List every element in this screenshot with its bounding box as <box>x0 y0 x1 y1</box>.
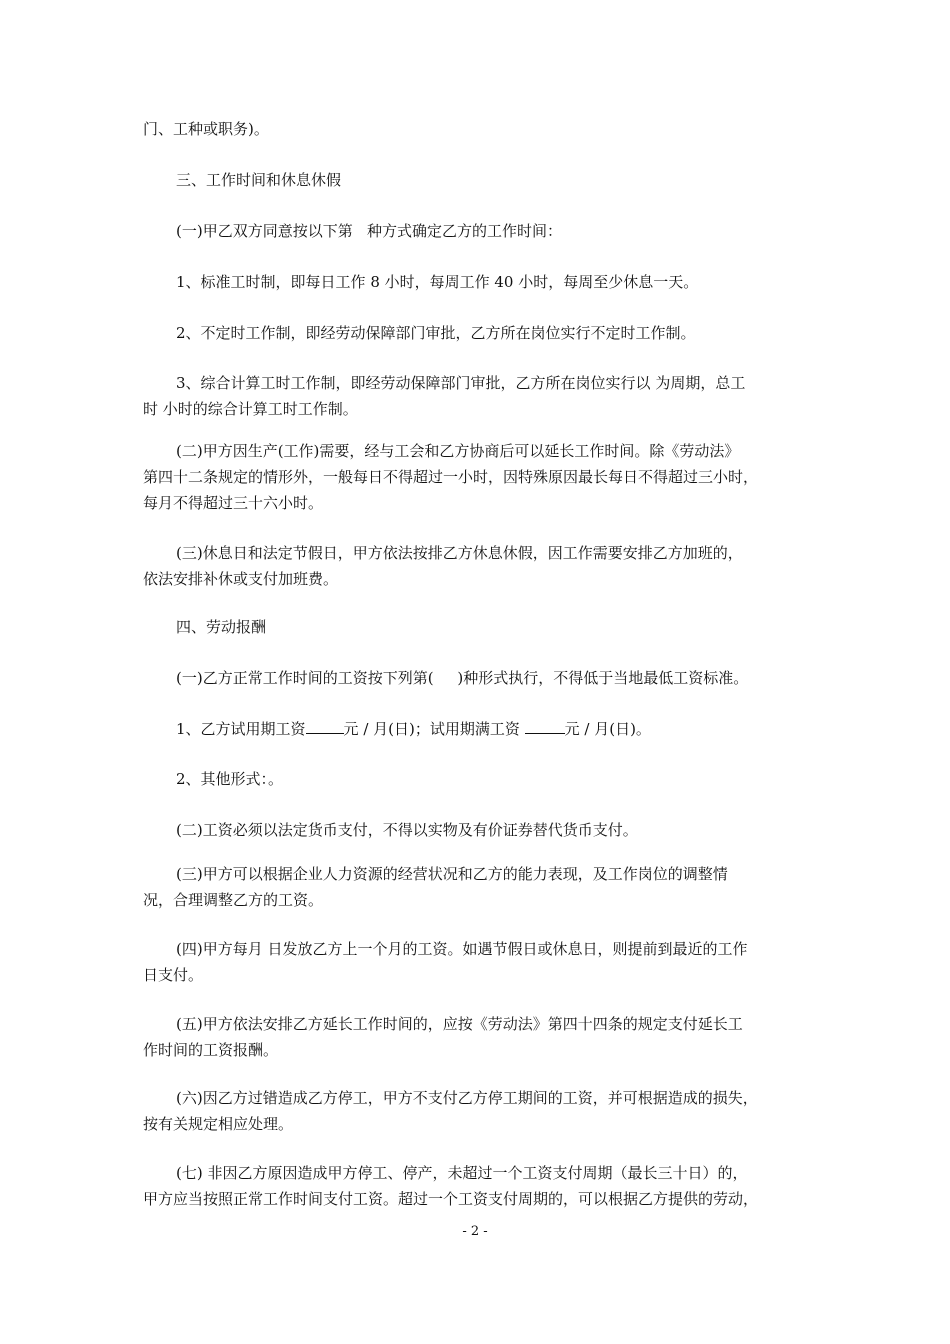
clause-4-3 <box>143 861 808 913</box>
heading-text: 四、劳动报酬 <box>176 618 267 636</box>
section-heading-3 <box>176 167 841 193</box>
clause-4-2 <box>176 817 841 843</box>
clause-4-6 <box>143 1085 808 1137</box>
clause-4-1 <box>176 665 841 691</box>
clause-3-2 <box>143 438 808 516</box>
fill-in-blank <box>525 719 565 734</box>
page-number: - 2 - <box>462 1224 488 1239</box>
paragraph-line: 3、综合计算工时工作制，即经劳动保障部门审批，乙方所在岗位实行以 为周期，总工 <box>176 374 746 392</box>
paragraph-line: 每月不得超过三十六小时。 <box>143 494 324 512</box>
paragraph-text: (二)工资必须以法定货币支付，不得以实物及有价证券替代货币支付。 <box>176 821 638 839</box>
paragraph-line: (六)因乙方过错造成乙方停工，甲方不支付乙方停工期间的工资，并可根据造成的损失， <box>176 1089 758 1107</box>
clause-3-1-item-3 <box>143 370 808 422</box>
paragraph-line: (三)甲方可以根据企业人力资源的经营状况和乙方的能力表现，及工作岗位的调整情 <box>176 865 728 883</box>
paragraph-text: (一)乙方正常工作时间的工资按下列第( )种形式执行，不得低于当地最低工资标准。 <box>176 669 749 687</box>
clause-3-3 <box>143 540 808 592</box>
clause-3-1-item-1 <box>176 269 841 295</box>
paragraph-text: 1、标准工时制，即每日工作 8 小时，每周工作 40 小时，每周至少休息一天。 <box>176 273 699 291</box>
clause-4-7 <box>143 1160 808 1212</box>
clause-4-1-item-2 <box>176 766 841 792</box>
paragraph-text: (一)甲乙双方同意按以下第 种方式确定乙方的工作时间： <box>176 222 563 240</box>
paragraph-line: 作时间的工资报酬。 <box>143 1041 279 1059</box>
paragraph-line: 依法安排补休或支付加班费。 <box>143 570 339 588</box>
paragraph-line: (二)甲方因生产(工作)需要，经与工会和乙方协商后可以延长工作时间。除《劳动法》 <box>176 442 740 460</box>
clause-4-5 <box>143 1011 808 1063</box>
paragraph-line: 时 小时的综合计算工时工作制。 <box>143 400 358 418</box>
paragraph-line: 按有关规定相应处理。 <box>143 1115 294 1133</box>
paragraph-line: (三)休息日和法定节假日，甲方依法按排乙方休息休假，因工作需要安排乙方加班的， <box>176 544 743 562</box>
paragraph-line: (四)甲方每月 日发放乙方上一个月的工资。如遇节假日或休息日，则提前到最近的工作 <box>176 940 748 958</box>
clause-4-4 <box>143 936 808 988</box>
paragraph-text: 1、乙方试用期工资 <box>176 720 306 738</box>
paragraph-text: 2、不定时工作制，即经劳动保障部门审批，乙方所在岗位实行不定时工作制。 <box>176 324 696 342</box>
paragraph-line: 第四十二条规定的情形外，一般每日不得超过一小时，因特殊原因最长每日不得超过三小时， <box>143 468 759 486</box>
paragraph-text: 元 / 月(日)；试用期满工资 <box>343 720 525 738</box>
paragraph-line: 况，合理调整乙方的工资。 <box>143 891 324 909</box>
clause-3-1 <box>176 218 841 244</box>
clause-3-1-item-2 <box>176 320 841 346</box>
section-heading-4 <box>176 614 841 640</box>
heading-text: 三、工作时间和休息休假 <box>176 171 342 189</box>
paragraph-text: 2、其他形式：。 <box>176 770 284 788</box>
fill-in-blank <box>306 719 344 734</box>
paragraph-text: 门、工种或职务)。 <box>143 120 269 138</box>
paragraph-line: (七) 非因乙方原因造成甲方停工、停产，未超过一个工资支付周期（最长三十日）的， <box>176 1164 748 1182</box>
paragraph-line: 甲方应当按照正常工作时间支付工资。超过一个工资支付周期的，可以根据乙方提供的劳动， <box>143 1190 759 1208</box>
paragraph-line: (五)甲方依法安排乙方延长工作时间的，应按《劳动法》第四十四条的规定支付延长工 <box>176 1015 743 1033</box>
paragraph-line: 日支付。 <box>143 966 204 984</box>
clause-4-1-item-1 <box>176 716 841 742</box>
paragraph-text: 元 / 月(日)。 <box>564 720 651 738</box>
paragraph-continuation <box>143 116 808 142</box>
